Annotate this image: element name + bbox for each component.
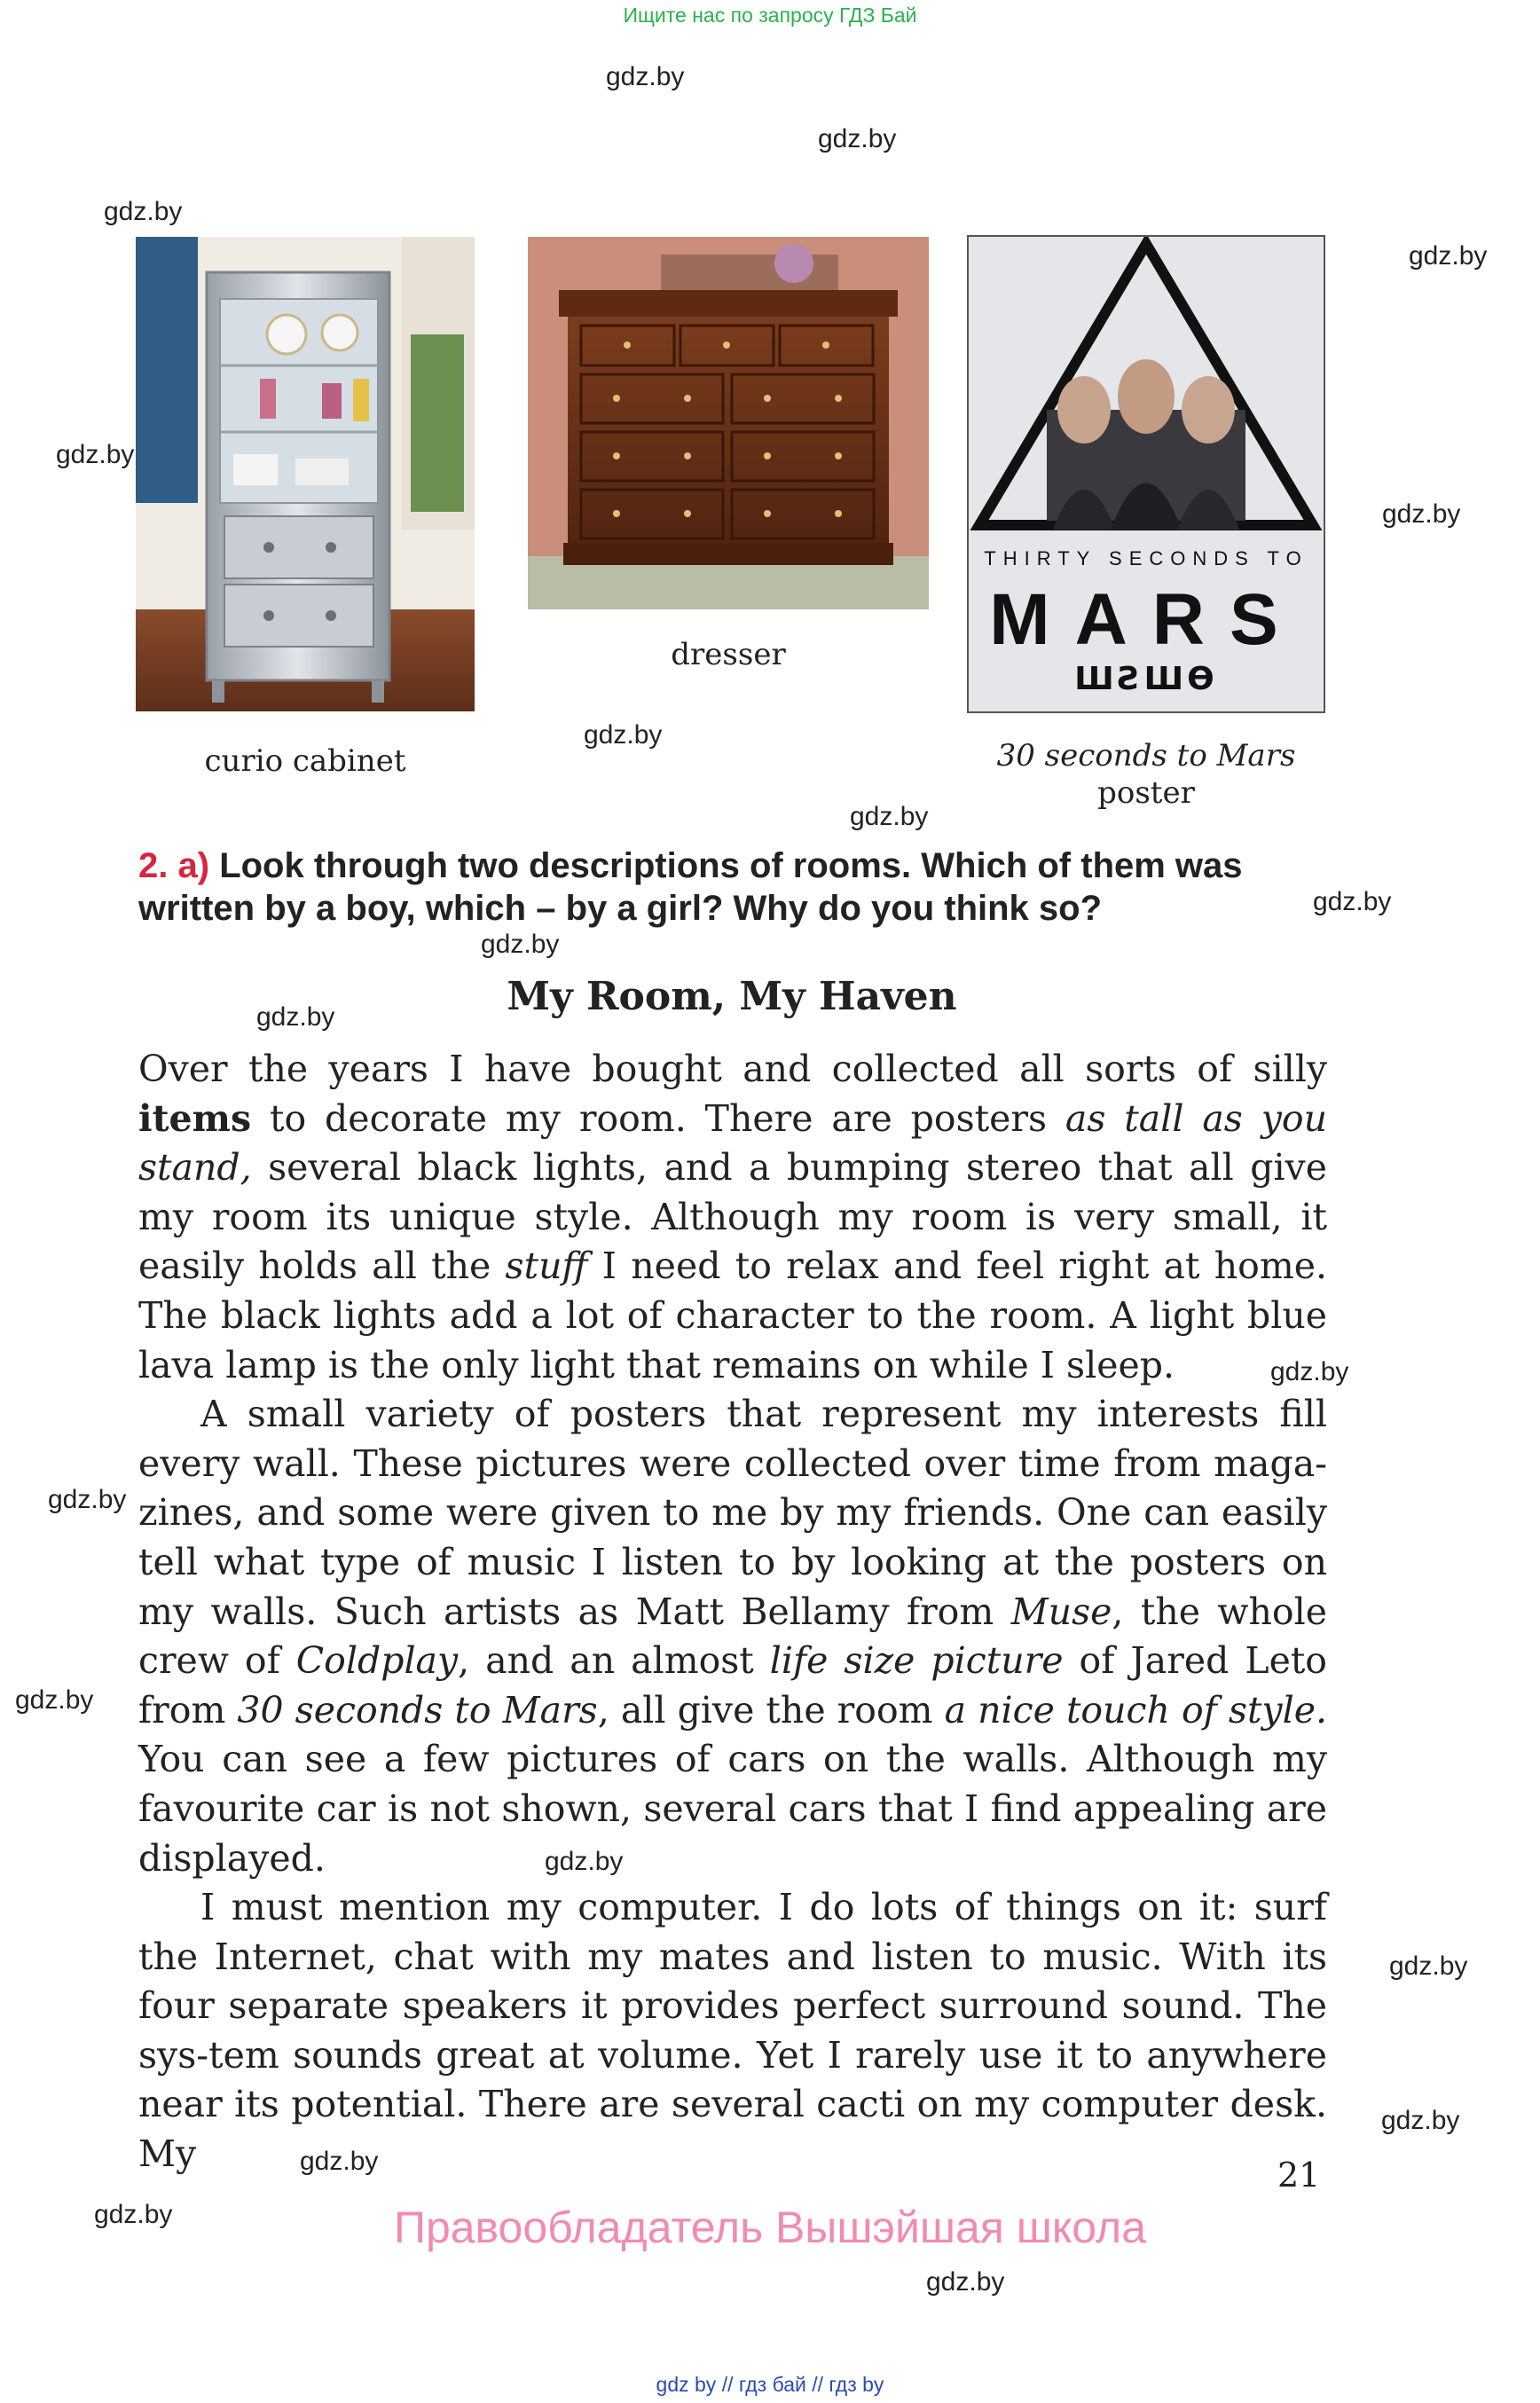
article-title: My Room, My Haven <box>507 974 957 1019</box>
dresser-caption: dresser <box>671 637 786 672</box>
top-banner[interactable]: Ищите нас по запросу ГДЗ Бай <box>623 4 917 27</box>
poster-band-name: MARS <box>989 579 1303 660</box>
watermark: gdz.by <box>15 1685 94 1715</box>
poster-caption-title: 30 seconds to Mars <box>996 738 1296 774</box>
watermark: gdz.by <box>606 62 685 91</box>
curio-cabinet-caption: curio cabinet <box>204 743 406 779</box>
poster-glyphs: ШƧШƟ <box>1074 661 1218 697</box>
poster-subtitle: THIRTY SECONDS TO <box>984 547 1308 569</box>
watermark: gdz.by <box>545 1847 624 1876</box>
page-number: 21 <box>1277 2156 1321 2195</box>
watermark: gdz.by <box>1313 887 1392 916</box>
mars-poster-image <box>969 237 1324 711</box>
paragraph-2: A small variety of posters that represent my interests fill every wall. These pictures were collected over time from maga-zines, and some were given to me by my friends. One can easily tell what type of music I listen to by looking at the posters on my walls. Such artists as Matt Bellamy from Muse, the whole crew of Coldplay, and an almost life size picture of Jared Leto from 30 seconds to Mars, all give the room a nice touch of style. You can see a few pictures of cars on the walls. Although my favourite car is not shown, several cars that I find appealing are displayed. <box>138 1393 1327 1880</box>
watermark: gdz.by <box>56 440 135 469</box>
task-subletter: a) <box>177 846 210 885</box>
bottom-links[interactable]: gdz by // гдз бай // гдз by <box>656 2373 884 2396</box>
article-body <box>138 1045 1327 2179</box>
watermark: gdz.by <box>584 720 663 750</box>
rights-holder: Правообладатель Вышэйшая школа <box>394 2203 1146 2252</box>
watermark: gdz.by <box>1381 2106 1460 2135</box>
watermark: gdz.by <box>818 124 897 153</box>
watermark: gdz.by <box>850 802 929 831</box>
curio-cabinet-image <box>136 237 475 711</box>
watermark: gdz.by <box>1382 499 1461 529</box>
watermark: gdz.by <box>94 2200 173 2229</box>
poster-caption: poster <box>1097 775 1195 811</box>
paragraph-3: I must mention my computer. I do lots of things on it: surf the Internet, chat with my mates and listen to music. With its four separate speakers it provides perfect surround sound. The sys-tem sounds great at volume. Yet I rarely use it to anywhere near its potential. There are several cacti on my computer desk. My <box>138 1886 1327 2176</box>
watermark: gdz.by <box>1389 1951 1468 1981</box>
task-text: Look through two descriptions of rooms. Which of them was written by a boy, which – by a girl? Why do you think so? <box>138 846 1243 928</box>
watermark: gdz.by <box>300 2147 379 2176</box>
watermark: gdz.by <box>48 1485 127 1514</box>
watermark: gdz.by <box>104 197 183 226</box>
paragraph-1: Over the years I have bought and collected all sorts of silly items to decorate my room. There are posters as tall as you stand, several black lights, and a bumping stereo that all give my room its unique style. Although my room is very small, it easily holds all the stuff I need to relax and feel right at home. The black lights add a lot of character to the room. A light blue lava lamp is the only light that remains on while I sleep. <box>138 1048 1327 1386</box>
watermark: gdz.by <box>481 930 560 959</box>
task-instruction <box>138 844 1336 930</box>
task-number: 2. <box>138 846 169 885</box>
dresser-image <box>528 237 929 609</box>
watermark: gdz.by <box>256 1002 335 1032</box>
watermark: gdz.by <box>1270 1357 1349 1386</box>
watermark: gdz.by <box>926 2267 1005 2297</box>
watermark: gdz.by <box>1409 241 1488 271</box>
